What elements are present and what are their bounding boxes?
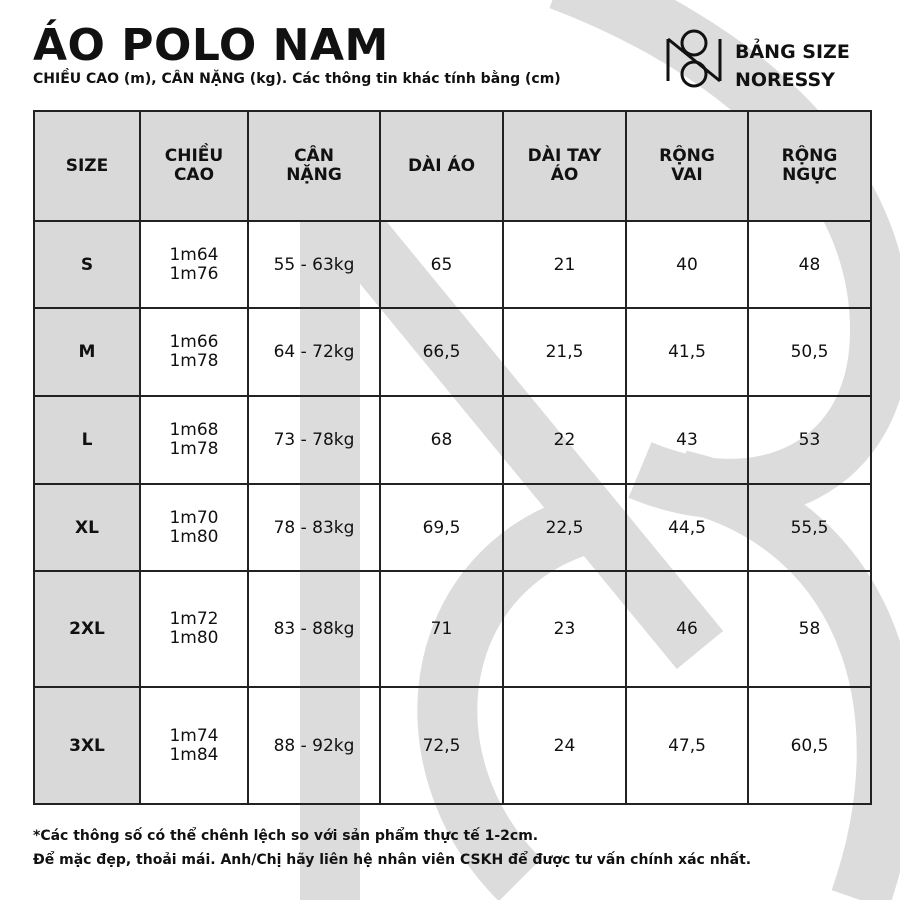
column-header-line: DÀI ÁO: [407, 155, 476, 176]
column-header-line: VAI: [671, 165, 703, 185]
weight-cell: 83 - 88kg: [248, 571, 380, 687]
column-header: [503, 111, 626, 221]
size-cell: L: [34, 396, 140, 484]
chest-cell: 60,5: [748, 687, 871, 804]
shoulder-cell: 47,5: [626, 687, 748, 804]
column-header: [140, 111, 248, 221]
height-value: 1m64: [169, 244, 219, 265]
page-subtitle: CHIỀU CAO (m), CÂN NẶNG (kg). Các thông tin khác tính bằng (cm): [33, 71, 561, 87]
column-header: [748, 111, 871, 221]
weight-cell: 78 - 83kg: [248, 484, 380, 571]
brand-line-1: BẢNG SIZE: [735, 41, 850, 63]
height-cell: [140, 484, 248, 571]
brand-label: [735, 38, 850, 94]
size-cell: M: [34, 308, 140, 396]
column-header-line: RỘNG: [659, 146, 715, 166]
length-cell: 71: [380, 571, 503, 687]
height-cell: [140, 687, 248, 804]
table-row: [34, 484, 871, 571]
shoulder-cell: 46: [626, 571, 748, 687]
size-cell: 3XL: [34, 687, 140, 804]
table-row: [34, 396, 871, 484]
height-value: 1m78: [169, 351, 219, 371]
length-cell: 66,5: [380, 308, 503, 396]
size-cell: S: [34, 221, 140, 308]
height-cell: [140, 396, 248, 484]
height-value: 1m84: [169, 744, 219, 765]
sleeve-cell: 22,5: [503, 484, 626, 571]
shoulder-cell: 40: [626, 221, 748, 308]
size-cell: XL: [34, 484, 140, 571]
length-cell: 65: [380, 221, 503, 308]
column-header-line: CHIỀU: [164, 146, 224, 166]
chest-cell: 53: [748, 396, 871, 484]
height-value: 1m76: [169, 263, 219, 284]
height-cell: [140, 571, 248, 687]
height-value: 1m80: [169, 526, 219, 547]
table-row: [34, 308, 871, 396]
weight-cell: 55 - 63kg: [248, 221, 380, 308]
length-cell: 72,5: [380, 687, 503, 804]
height-cell: [140, 308, 248, 396]
column-header: [380, 111, 503, 221]
chest-cell: 55,5: [748, 484, 871, 571]
weight-cell: 73 - 78kg: [248, 396, 380, 484]
column-header: [626, 111, 748, 221]
table-row: [34, 221, 871, 308]
notes: [33, 824, 751, 872]
column-header: [34, 111, 140, 221]
column-header-line: DÀI TAY: [527, 146, 602, 166]
height-value: 1m80: [169, 628, 219, 648]
length-cell: 68: [380, 396, 503, 484]
sleeve-cell: 21,5: [503, 308, 626, 396]
height-value: 1m68: [169, 420, 219, 440]
weight-cell: 64 - 72kg: [248, 308, 380, 396]
height-value: 1m70: [169, 507, 219, 528]
height-value: 1m66: [169, 332, 219, 352]
height-value: 1m78: [169, 439, 219, 459]
chest-cell: 50,5: [748, 308, 871, 396]
length-cell: 69,5: [380, 484, 503, 571]
sleeve-cell: 24: [503, 687, 626, 804]
size-table: [33, 110, 872, 805]
sleeve-cell: 22: [503, 396, 626, 484]
column-header: [248, 111, 380, 221]
note-2: Để mặc đẹp, thoải mái. Anh/Chị hãy liên hệ nhân viên CSKH để được tư vấn chính xác nhất.: [33, 852, 752, 868]
brand-line-2: NORESSY: [735, 69, 835, 91]
column-header-line: RỘNG: [781, 146, 838, 166]
shoulder-cell: 41,5: [626, 308, 748, 396]
table-row: [34, 687, 871, 804]
column-header-line: SIZE: [65, 155, 109, 176]
column-header-line: CÂN: [294, 146, 334, 166]
sleeve-cell: 21: [503, 221, 626, 308]
table-row: [34, 571, 871, 687]
height-cell: [140, 221, 248, 308]
chest-cell: 48: [748, 221, 871, 308]
height-value: 1m74: [169, 725, 219, 746]
shoulder-cell: 43: [626, 396, 748, 484]
shoulder-cell: 44,5: [626, 484, 748, 571]
sleeve-cell: 23: [503, 571, 626, 687]
column-header-line: NGỰC: [782, 165, 837, 185]
note-1: *Các thông số có thể chênh lệch so với sản phẩm thực tế 1-2cm.: [33, 828, 539, 844]
column-header-line: ÁO: [550, 165, 579, 185]
weight-cell: 88 - 92kg: [248, 687, 380, 804]
height-value: 1m72: [169, 609, 219, 629]
noressy-logo-icon: [665, 27, 723, 89]
column-header-line: CAO: [173, 165, 215, 185]
column-header-line: NẶNG: [286, 165, 342, 185]
size-cell: 2XL: [34, 571, 140, 687]
chest-cell: 58: [748, 571, 871, 687]
page-title: ÁO POLO NAM: [33, 20, 389, 71]
